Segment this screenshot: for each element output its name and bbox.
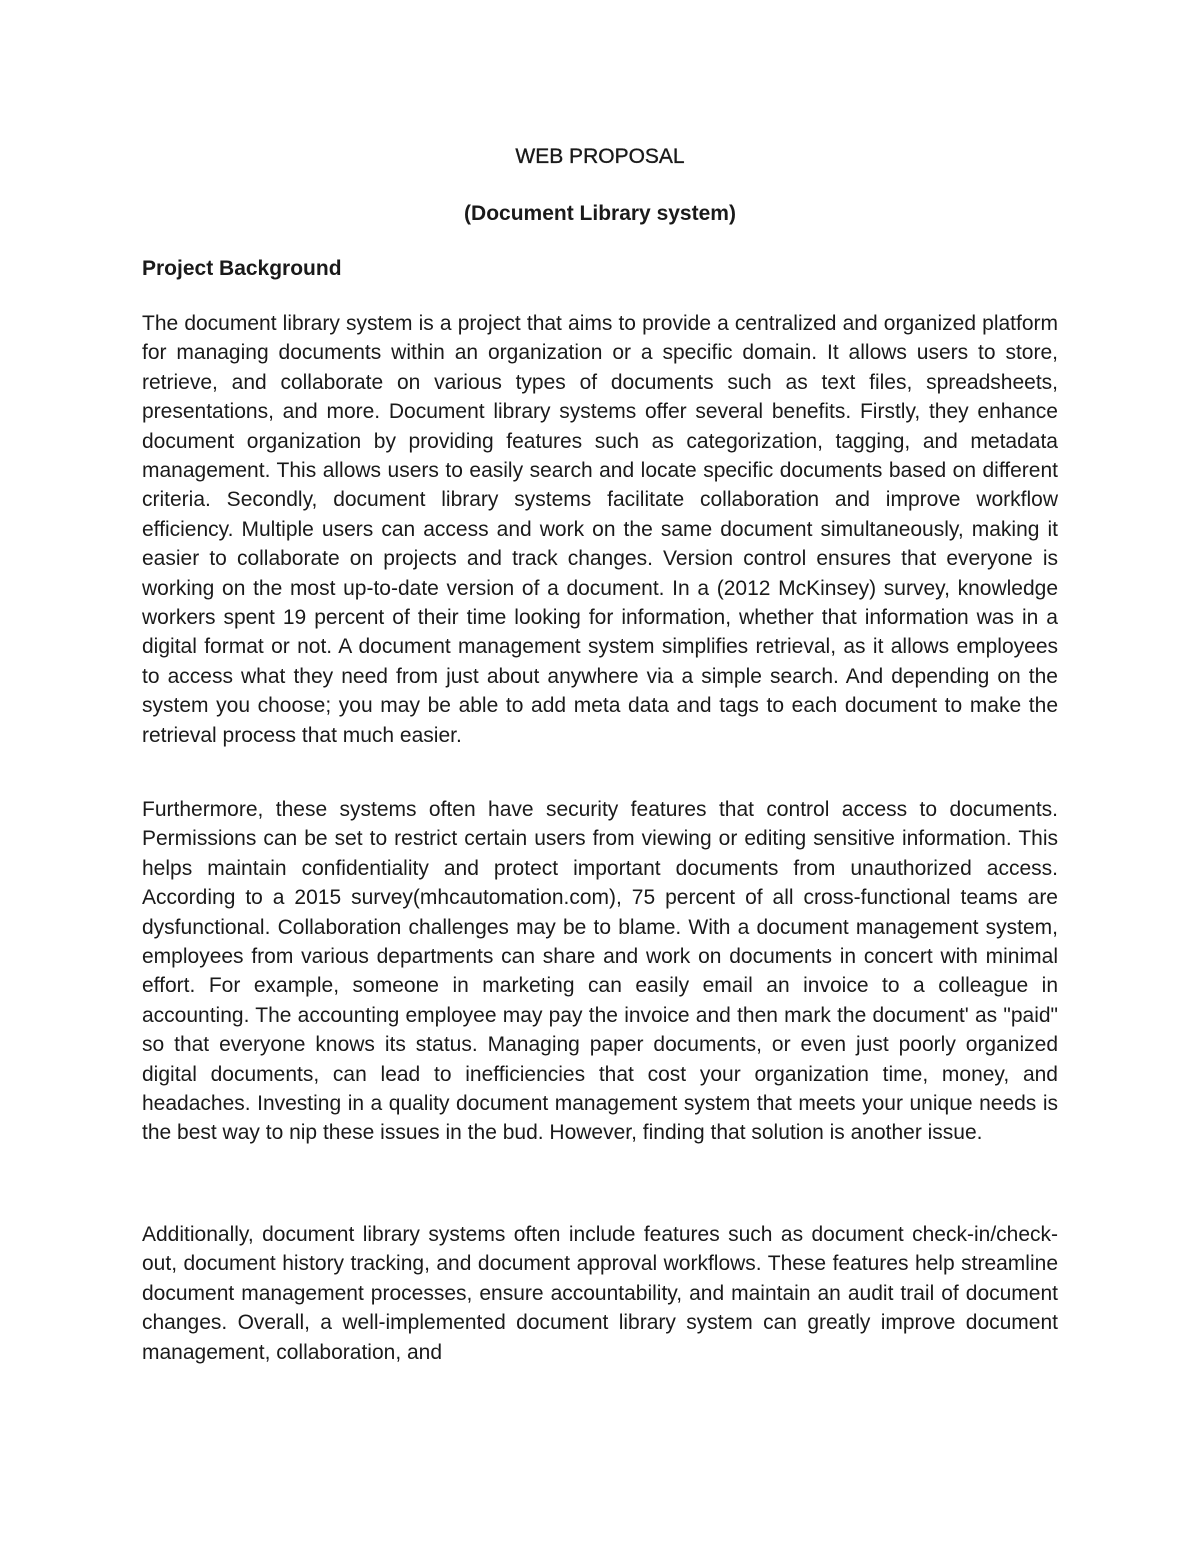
document-subtitle: (Document Library system) <box>464 202 736 225</box>
body-paragraph-1: The document library system is a project that aims to provide a centralized and organized platform for managing documents within an organization or a specific domain. It allows users to store, retrieve, and collaborate on various types of documents such as text files, spreadsheets, presentations, and more. Document library systems offer several benefits. Firstly, they enhance document organization by providing features such as categorization, tagging, and metadata management. This allows users to easily search and locate specific documents based on different criteria. Secondly, document library systems facilitate collaboration and improve workflow efficiency. Multiple users can access and work on the same document simultaneously, making it easier to collaborate on projects and track changes. Version control ensures that everyone is working on the most up-to-date version of a document. In a (2012 McKinsey) survey, knowledge workers spent 19 percent of their time looking for information, whether that information was in a digital format or not. A document management system simplifies retrieval, as it allows employees to access what they need from just about anywhere via a simple search. And depending on the system you choose; you may be able to add meta data and tags to each document to make the retrieval process that much easier. <box>142 312 1058 747</box>
section-heading: Project Background <box>142 257 342 280</box>
body-paragraph-3: Additionally, document library systems often include features such as document check-in/check-out, document history tracking, and document approval workflows. These features help streamline document management processes, ensure accountability, and maintain an audit trail of document changes. Overall, a well-implemented document library system can greatly improve document management, collaboration, and <box>142 1223 1058 1364</box>
body-paragraph-2: Furthermore, these systems often have security features that control access to documents. Permissions can be set to restrict certain users from viewing or editing sensitive information. This helps maintain confidentiality and protect important documents from unauthorized access. According to a 2015 survey(mhcautomation.com), 75 percent of all cross-functional teams are dysfunctional. Collaboration challenges may be to blame. With a document management system, employees from various departments can share and work on documents in concert with minimal effort. For example, someone in marketing can easily email an invoice to a colleague in accounting. The accounting employee may pay the invoice and then mark the document' as "paid" so that everyone knows its status. Managing paper documents, or even just poorly organized digital documents, can lead to inefficiencies that cost your organization time, money, and headaches. Investing in a quality document management system that meets your unique needs is the best way to nip these issues in the bud. However, finding that solution is another issue. <box>142 798 1058 1145</box>
document-title: WEB PROPOSAL <box>515 145 685 168</box>
